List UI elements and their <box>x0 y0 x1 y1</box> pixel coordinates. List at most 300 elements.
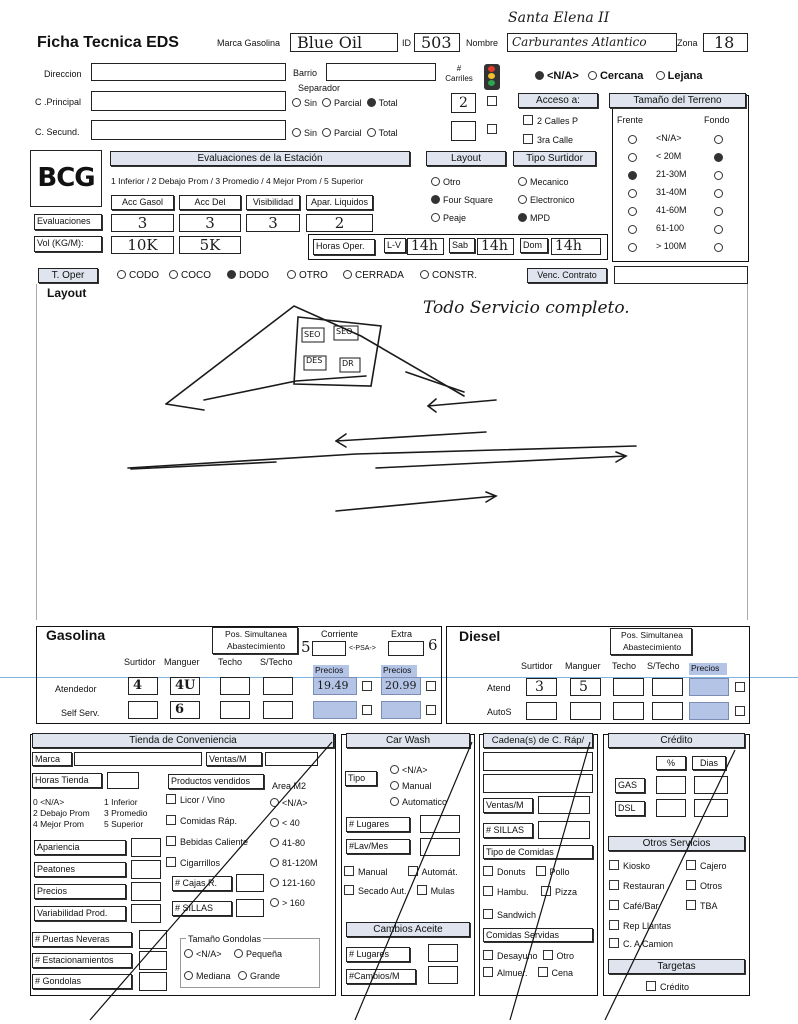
self-label: Self Serv. <box>61 708 100 718</box>
surtidor-radio-1[interactable] <box>518 195 527 204</box>
servicio-5[interactable] <box>686 900 718 911</box>
eval-col-0: Acc Gasol <box>111 195 174 210</box>
autos-label: AutoS <box>487 707 512 717</box>
carwash-tipo: Tipo <box>345 771 377 786</box>
sin-radio[interactable] <box>292 98 301 107</box>
dsl-col-2: Techo <box>612 661 637 671</box>
fondo-radio-2[interactable] <box>714 171 723 180</box>
dsl-cell-0-0[interactable]: 3 <box>526 678 557 696</box>
parcial-radio-2[interactable] <box>322 128 331 137</box>
cw-check-row1 <box>344 866 458 877</box>
gas-check-c-1[interactable] <box>362 705 372 715</box>
targ-credito-check[interactable] <box>646 981 656 991</box>
gas-check-e-0[interactable] <box>426 681 436 691</box>
sketch-box-1: SEO <box>304 330 321 339</box>
cw-lavmes: #Lav/Mes <box>346 839 410 854</box>
acceso-opt-2[interactable] <box>523 134 573 145</box>
fondo-radio-1[interactable] <box>714 153 723 162</box>
sab-field[interactable] <box>477 238 514 255</box>
fondo-radio-6[interactable] <box>714 243 723 252</box>
servicio-label-5: TBA <box>700 901 718 911</box>
dsl-dias-input[interactable] <box>694 799 728 817</box>
dsl-cell-1-1[interactable] <box>570 702 601 720</box>
frente-radio-4[interactable] <box>628 207 637 216</box>
cajas-input[interactable] <box>236 874 264 892</box>
credito-dsl: DSL <box>615 801 645 816</box>
carwash-header: Car Wash <box>346 733 470 748</box>
desayuno-check[interactable] <box>483 950 493 960</box>
producto-check-2[interactable] <box>166 836 176 846</box>
area-option-5[interactable] <box>270 898 305 908</box>
fondo-label: Fondo <box>704 115 730 125</box>
area-label: Area M2 <box>272 781 307 791</box>
servicio-label-0: Kiosko <box>623 861 651 871</box>
producto-check-1[interactable] <box>166 815 176 825</box>
gas-pct-input[interactable] <box>656 776 686 794</box>
gas-check-e-1[interactable] <box>426 705 436 715</box>
producto-0[interactable] <box>166 794 225 805</box>
carriles-field-2[interactable] <box>451 121 476 141</box>
servicio-label-1: Cajero <box>700 861 727 871</box>
layout-radio-2[interactable] <box>431 213 440 222</box>
aceite-lugares: # Lugares <box>346 947 410 962</box>
tienda-escala-3: 3 Promedio <box>104 808 148 818</box>
gondola-grande-radio[interactable] <box>238 971 247 980</box>
producto-check-0[interactable] <box>166 794 176 804</box>
total-label: Total <box>378 98 398 108</box>
cena-label: Cena <box>551 968 574 978</box>
dsl-cell-1-0[interactable] <box>526 702 557 720</box>
area-option-2[interactable] <box>270 838 305 848</box>
area-radio-2[interactable] <box>270 838 279 847</box>
surtidor-option-2[interactable] <box>518 213 550 223</box>
lv-value: 14h <box>411 238 438 254</box>
cw-option-1[interactable] <box>390 781 432 791</box>
surtidor-label-1: Electronico <box>530 195 575 205</box>
almuer-check[interactable] <box>483 967 493 977</box>
barrio-input[interactable] <box>326 63 436 81</box>
producto-label-3: Cigarrillos <box>180 858 221 868</box>
toper-radio-2[interactable] <box>227 270 236 279</box>
extra-input[interactable] <box>388 641 424 656</box>
carriles-field[interactable] <box>451 93 476 113</box>
producto-3[interactable] <box>166 857 220 868</box>
tienda-extra-input-0[interactable] <box>139 930 167 949</box>
parcial-radio[interactable] <box>322 98 331 107</box>
lejana-radio[interactable] <box>656 71 665 80</box>
total-radio-checked[interactable] <box>367 98 376 107</box>
servicio-check-4[interactable] <box>609 900 619 910</box>
cercana-radio[interactable] <box>588 71 597 80</box>
eval-value-1[interactable]: 3 <box>179 214 241 232</box>
surtidor-label-0: Mecanico <box>530 177 569 187</box>
layout-option-2[interactable] <box>431 213 466 223</box>
toper-label-1: COCO <box>181 270 211 281</box>
servicio-7[interactable] <box>609 938 673 949</box>
na-radio-checked[interactable] <box>535 71 544 80</box>
toper-radio-3[interactable] <box>287 270 296 279</box>
secundaria-input[interactable] <box>91 120 286 140</box>
eval-col-2: Visibilidad <box>246 195 300 210</box>
venc-label: Venc. Contrato <box>527 268 607 283</box>
cadena-input-1[interactable] <box>483 752 593 771</box>
layout-radio-1[interactable] <box>431 195 440 204</box>
direccion-label: Direccion <box>44 69 82 79</box>
tienda-eval-3: Variabilidad Prod. <box>34 906 126 921</box>
total-label-2: Total <box>378 128 398 138</box>
area-radio-0[interactable] <box>270 798 279 807</box>
gondola-mediana-radio[interactable] <box>184 971 193 980</box>
layout-option-1[interactable] <box>431 195 493 205</box>
cw-label-1: Manual <box>402 781 432 791</box>
area-label-3: 81-120M <box>282 858 318 868</box>
marca-label: Marca Gasolina <box>217 38 281 48</box>
dsl-col-3: S/Techo <box>647 661 680 671</box>
sin-label-2: Sin <box>304 128 318 138</box>
gas-col-1: Manguer <box>164 657 200 667</box>
servicio-3[interactable] <box>686 880 722 891</box>
frente-radio-3[interactable] <box>628 189 637 198</box>
barrio-label: Barrio <box>293 68 318 78</box>
eval-value-3[interactable]: 2 <box>306 214 373 232</box>
cb-carril-1[interactable] <box>487 96 501 108</box>
direccion-input[interactable] <box>91 63 286 81</box>
cadena-ventas-input[interactable] <box>538 796 590 814</box>
gondola-na-label: <N/A> <box>196 949 222 959</box>
producto-label-1: Comidas Ráp. <box>180 816 238 826</box>
gondola-pequena-radio[interactable] <box>234 949 243 958</box>
id-label: ID <box>402 38 411 48</box>
dsl-price-0[interactable] <box>689 678 729 696</box>
vol-label: Vol (KG/M): <box>34 236 102 252</box>
almuer-label: Almuer. <box>497 968 528 978</box>
corriente-input[interactable] <box>312 641 346 656</box>
layout-option-0[interactable] <box>431 177 461 187</box>
cw-label-2: Automatico <box>402 797 448 807</box>
area-option-3[interactable] <box>270 858 318 868</box>
gas-cell-0-2[interactable] <box>220 677 250 695</box>
dsl-col-0: Surtidor <box>521 661 553 671</box>
producto-2[interactable] <box>166 836 248 847</box>
gas-cell-1-1[interactable]: 6 <box>170 701 200 719</box>
gas-cell-1-2[interactable] <box>220 701 250 719</box>
tienda-escala-4: 4 Mejor Prom <box>33 819 85 829</box>
acceso-header: Acceso a: <box>518 93 598 108</box>
evaluaciones-header: Evaluaciones de la Estación <box>110 151 410 166</box>
toper-radio-0[interactable] <box>117 270 126 279</box>
frente-radio-1[interactable] <box>628 153 637 162</box>
gondola-pequena-label: Pequeña <box>246 949 283 959</box>
total-radio-2[interactable] <box>367 128 376 137</box>
toper-option-1[interactable] <box>169 270 211 281</box>
cw-auto-check[interactable] <box>408 866 418 876</box>
diesel-pos: Pos. Simultanea Abastecimiento <box>610 628 692 655</box>
area-option-1[interactable] <box>270 818 300 828</box>
cb-carril-2[interactable] <box>487 124 501 136</box>
dsl-cell-0-2[interactable] <box>613 678 644 696</box>
area-radio-1[interactable] <box>270 818 279 827</box>
nombre-value: Carburantes Atlantico <box>512 35 647 49</box>
tienda-eval-input-0[interactable] <box>131 838 161 857</box>
fondo-radio-0[interactable] <box>714 135 723 144</box>
dom-label: Dom <box>520 238 548 253</box>
cw-manual-check[interactable] <box>344 866 354 876</box>
tienda-extra-input-1[interactable] <box>139 951 167 970</box>
servicio-check-0[interactable] <box>609 860 619 870</box>
id-field[interactable] <box>414 33 460 52</box>
nombre-label: Nombre <box>466 38 499 48</box>
layout-radio-0[interactable] <box>431 177 440 186</box>
gondola-na-radio[interactable] <box>184 949 193 958</box>
toper-label-5: CONSTR. <box>432 270 477 281</box>
horas-label: Horas Oper. <box>313 239 375 255</box>
productos-header: Productos vendidos <box>168 774 264 789</box>
dsl-precios: Precios <box>689 663 727 675</box>
area-option-0[interactable] <box>270 798 308 808</box>
servidas-row2 <box>483 967 573 978</box>
aceite-cambios-input[interactable] <box>428 966 458 984</box>
extra-label: Extra <box>391 629 413 639</box>
gas-price-extra-0[interactable]: 20.99 <box>381 677 421 695</box>
servicio-check-7[interactable] <box>609 938 619 948</box>
producto-check-3[interactable] <box>166 857 176 867</box>
servicio-label-3: Otros <box>700 881 723 891</box>
servicio-1[interactable] <box>686 860 727 871</box>
corriente-label: Corriente <box>321 629 359 639</box>
targ-credito <box>646 981 689 992</box>
toper-option-2[interactable] <box>227 270 269 281</box>
fondo-radio-5[interactable] <box>714 225 723 234</box>
servicio-check-3[interactable] <box>686 880 696 890</box>
aceite-lugares-input[interactable] <box>428 944 458 962</box>
gas-cell-1-0[interactable] <box>128 701 158 719</box>
tienda-ventas-input[interactable] <box>265 752 318 766</box>
zona-field[interactable] <box>703 33 748 52</box>
principal-input[interactable] <box>91 91 286 111</box>
dsl-check-1[interactable] <box>735 706 745 716</box>
toper-radio-4[interactable] <box>343 270 352 279</box>
cw-option-2[interactable] <box>390 797 447 807</box>
donuts-check[interactable] <box>483 866 493 876</box>
tienda-marca-input[interactable] <box>74 752 202 766</box>
gas-dias-input[interactable] <box>694 776 728 794</box>
toper-option-3[interactable] <box>287 270 328 281</box>
tienda-eval-input-3[interactable] <box>131 904 161 923</box>
zona-value: 18 <box>714 33 735 52</box>
dsl-check-0[interactable] <box>735 682 745 692</box>
na-label: <N/A> <box>547 70 579 82</box>
servicio-check-6[interactable] <box>609 920 619 930</box>
comidas-row3 <box>483 909 536 920</box>
nombre-field[interactable] <box>507 33 677 52</box>
surtidor-option-1[interactable] <box>518 195 575 205</box>
toper-option-5[interactable] <box>420 270 477 281</box>
servicio-2[interactable] <box>609 880 665 891</box>
gas-price-corriente-1[interactable] <box>313 701 357 719</box>
area-option-4[interactable] <box>270 878 315 888</box>
sin-radio-2[interactable] <box>292 128 301 137</box>
toper-radio-5[interactable] <box>420 270 429 279</box>
tienda-eval-input-2[interactable] <box>131 882 161 901</box>
dsl-cell-1-2[interactable] <box>613 702 644 720</box>
nombre-above: Santa Elena II <box>508 10 610 26</box>
eval-value-2[interactable]: 3 <box>246 214 300 232</box>
cw-radio-1[interactable] <box>390 781 399 790</box>
area-radio-3[interactable] <box>270 858 279 867</box>
dsl-price-1[interactable] <box>689 702 729 720</box>
principal-separador[interactable] <box>292 98 398 108</box>
cw-option-0[interactable] <box>390 765 428 775</box>
layout-label-1: Four Square <box>443 195 494 205</box>
tienda-sillas-input[interactable] <box>236 899 264 917</box>
dsl-pct-input[interactable] <box>656 799 686 817</box>
surtidor-option-0[interactable] <box>518 177 569 187</box>
terreno-option-2: 21-30M <box>656 169 687 179</box>
producto-1[interactable] <box>166 815 237 826</box>
tienda-extra-input-2[interactable] <box>139 972 167 991</box>
toper-option-4[interactable] <box>343 270 404 281</box>
cw-lugares-input[interactable] <box>420 815 460 833</box>
donuts-label: Donuts <box>497 867 526 877</box>
frente-radio-2[interactable] <box>628 171 637 180</box>
servicio-check-1[interactable] <box>686 860 696 870</box>
sandwich-check[interactable] <box>483 909 493 919</box>
gas-cell-0-0[interactable]: 4 <box>128 677 158 695</box>
vol-value-1[interactable]: 5K <box>179 236 241 254</box>
fondo-radio-4[interactable] <box>714 207 723 216</box>
cena-check[interactable] <box>538 967 548 977</box>
gas-cell-0-1[interactable]: 4U <box>170 677 200 695</box>
servicio-4[interactable] <box>609 900 659 911</box>
targetas-header: Targetas <box>608 959 745 974</box>
otros-header: Otros Servicios <box>608 836 745 851</box>
cadena-input-2[interactable] <box>483 774 593 793</box>
evaluaciones-row-label: Evaluaciones <box>34 214 102 230</box>
pollo-check[interactable] <box>536 866 546 876</box>
gas-cell-1-3[interactable] <box>263 701 293 719</box>
carriles-label: # Carriles <box>445 64 473 83</box>
credito-dias: Dias <box>692 756 726 770</box>
id-value: 503 <box>421 33 452 52</box>
tienda-escala-0: 0 <N/A> <box>33 797 65 807</box>
cw-radio-2[interactable] <box>390 797 399 806</box>
vol-value-0[interactable]: 10K <box>111 236 174 254</box>
gas-cell-0-3[interactable] <box>263 677 293 695</box>
acceso-opt-1-label: 2 Calles P <box>537 116 579 126</box>
aceite-header: Cambios Aceite <box>346 922 470 937</box>
dsl-cell-0-1[interactable]: 5 <box>570 678 601 696</box>
cw-secado-label: Secado Aut. <box>358 886 407 896</box>
terreno-option-6: > 100M <box>656 241 687 251</box>
gas-col-3: S/Techo <box>260 657 293 667</box>
extra-value: 6 <box>428 636 438 654</box>
cadena-ventas: Ventas/M <box>483 798 533 813</box>
tienda-extra-0: # Puertas Neveras <box>32 932 132 947</box>
cw-radio-0[interactable] <box>390 765 399 774</box>
sketch-box-4: DR <box>342 359 354 368</box>
surtidor-radio-0[interactable] <box>518 177 527 186</box>
lv-field[interactable] <box>407 238 444 255</box>
cw-secado-check[interactable] <box>344 885 354 895</box>
area-label-1: < 40 <box>282 818 300 828</box>
hambu-check[interactable] <box>483 886 493 896</box>
hambu-label: Hambu. <box>497 887 529 897</box>
atend-label: Atend <box>487 683 511 693</box>
tienda-ventas: Ventas/M <box>206 752 262 766</box>
gas-check-c-0[interactable] <box>362 681 372 691</box>
acceso-opt-1[interactable] <box>523 115 578 126</box>
dsl-cell-1-3[interactable] <box>652 702 683 720</box>
surtidor-header: Tipo Surtidor <box>513 151 596 166</box>
cw-check-row2 <box>344 885 455 896</box>
tienda-escala-5: 5 Superior <box>104 819 144 829</box>
tienda-extra-2: # Gondolas <box>32 974 132 989</box>
servidas-header: Comidas Servidas <box>483 928 593 942</box>
cw-manual-label: Manual <box>358 867 388 877</box>
area-radio-4[interactable] <box>270 878 279 887</box>
separador-label: Separador <box>298 83 341 93</box>
cw-mulas-check[interactable] <box>417 885 427 895</box>
frente-radio-0[interactable] <box>628 135 637 144</box>
eval-col-3: Apar. Liquidos <box>306 195 373 210</box>
dsl-cell-0-3[interactable] <box>652 678 683 696</box>
tienda-eval-input-1[interactable] <box>131 860 161 879</box>
area-label-5: > 160 <box>282 898 305 908</box>
sin-label: Sin <box>304 98 318 108</box>
otro-check[interactable] <box>543 950 553 960</box>
cw-lavmes-input[interactable] <box>420 838 460 856</box>
desayuno-label: Desayuno <box>497 951 538 961</box>
toper-radio-1[interactable] <box>169 270 178 279</box>
fondo-radio-3[interactable] <box>714 189 723 198</box>
area-radio-5[interactable] <box>270 898 279 907</box>
sab-value: 14h <box>481 238 508 254</box>
servicio-check-2[interactable] <box>609 880 619 890</box>
frente-radio-6[interactable] <box>628 243 637 252</box>
comidas-row2 <box>483 886 577 897</box>
sab-label: Sab <box>449 238 475 253</box>
producto-label-0: Licor / Vino <box>180 795 225 805</box>
credito-pct: % <box>656 756 686 770</box>
pizza-check[interactable] <box>541 886 551 896</box>
parcial-label-2: Parcial <box>334 128 362 138</box>
toper-option-0[interactable] <box>117 270 159 281</box>
surtidor-radio-2[interactable] <box>518 213 527 222</box>
cw-label-0: <N/A> <box>402 765 428 775</box>
frente-radio-5[interactable] <box>628 225 637 234</box>
gas-price-extra-1[interactable] <box>381 701 421 719</box>
secundaria-separador[interactable] <box>292 128 398 138</box>
area-label-4: 121-160 <box>282 878 316 888</box>
tienda-escala-1: 1 Inferior <box>104 797 138 807</box>
marca-field[interactable] <box>290 33 398 52</box>
cadena-sillas-input[interactable] <box>538 821 590 839</box>
acceso-opt-2-label: 3ra Calle <box>537 135 574 145</box>
tienda-header: Tienda de Conveniencia <box>32 733 334 748</box>
servicio-6[interactable] <box>609 920 671 931</box>
bcg-logo <box>30 150 102 207</box>
dom-field[interactable] <box>551 238 601 255</box>
gas-price-corriente-0[interactable]: 19.49 <box>313 677 357 695</box>
tienda-horas-input[interactable] <box>107 772 139 789</box>
principal-label: C .Principal <box>35 97 82 107</box>
eval-value-0[interactable]: 3 <box>111 214 174 232</box>
servicio-0[interactable] <box>609 860 650 871</box>
gas-precios-2: Precios <box>381 665 417 677</box>
servicio-check-5[interactable] <box>686 900 696 910</box>
venc-input[interactable] <box>614 266 748 284</box>
secundaria-label: C. Secund. <box>35 127 80 137</box>
